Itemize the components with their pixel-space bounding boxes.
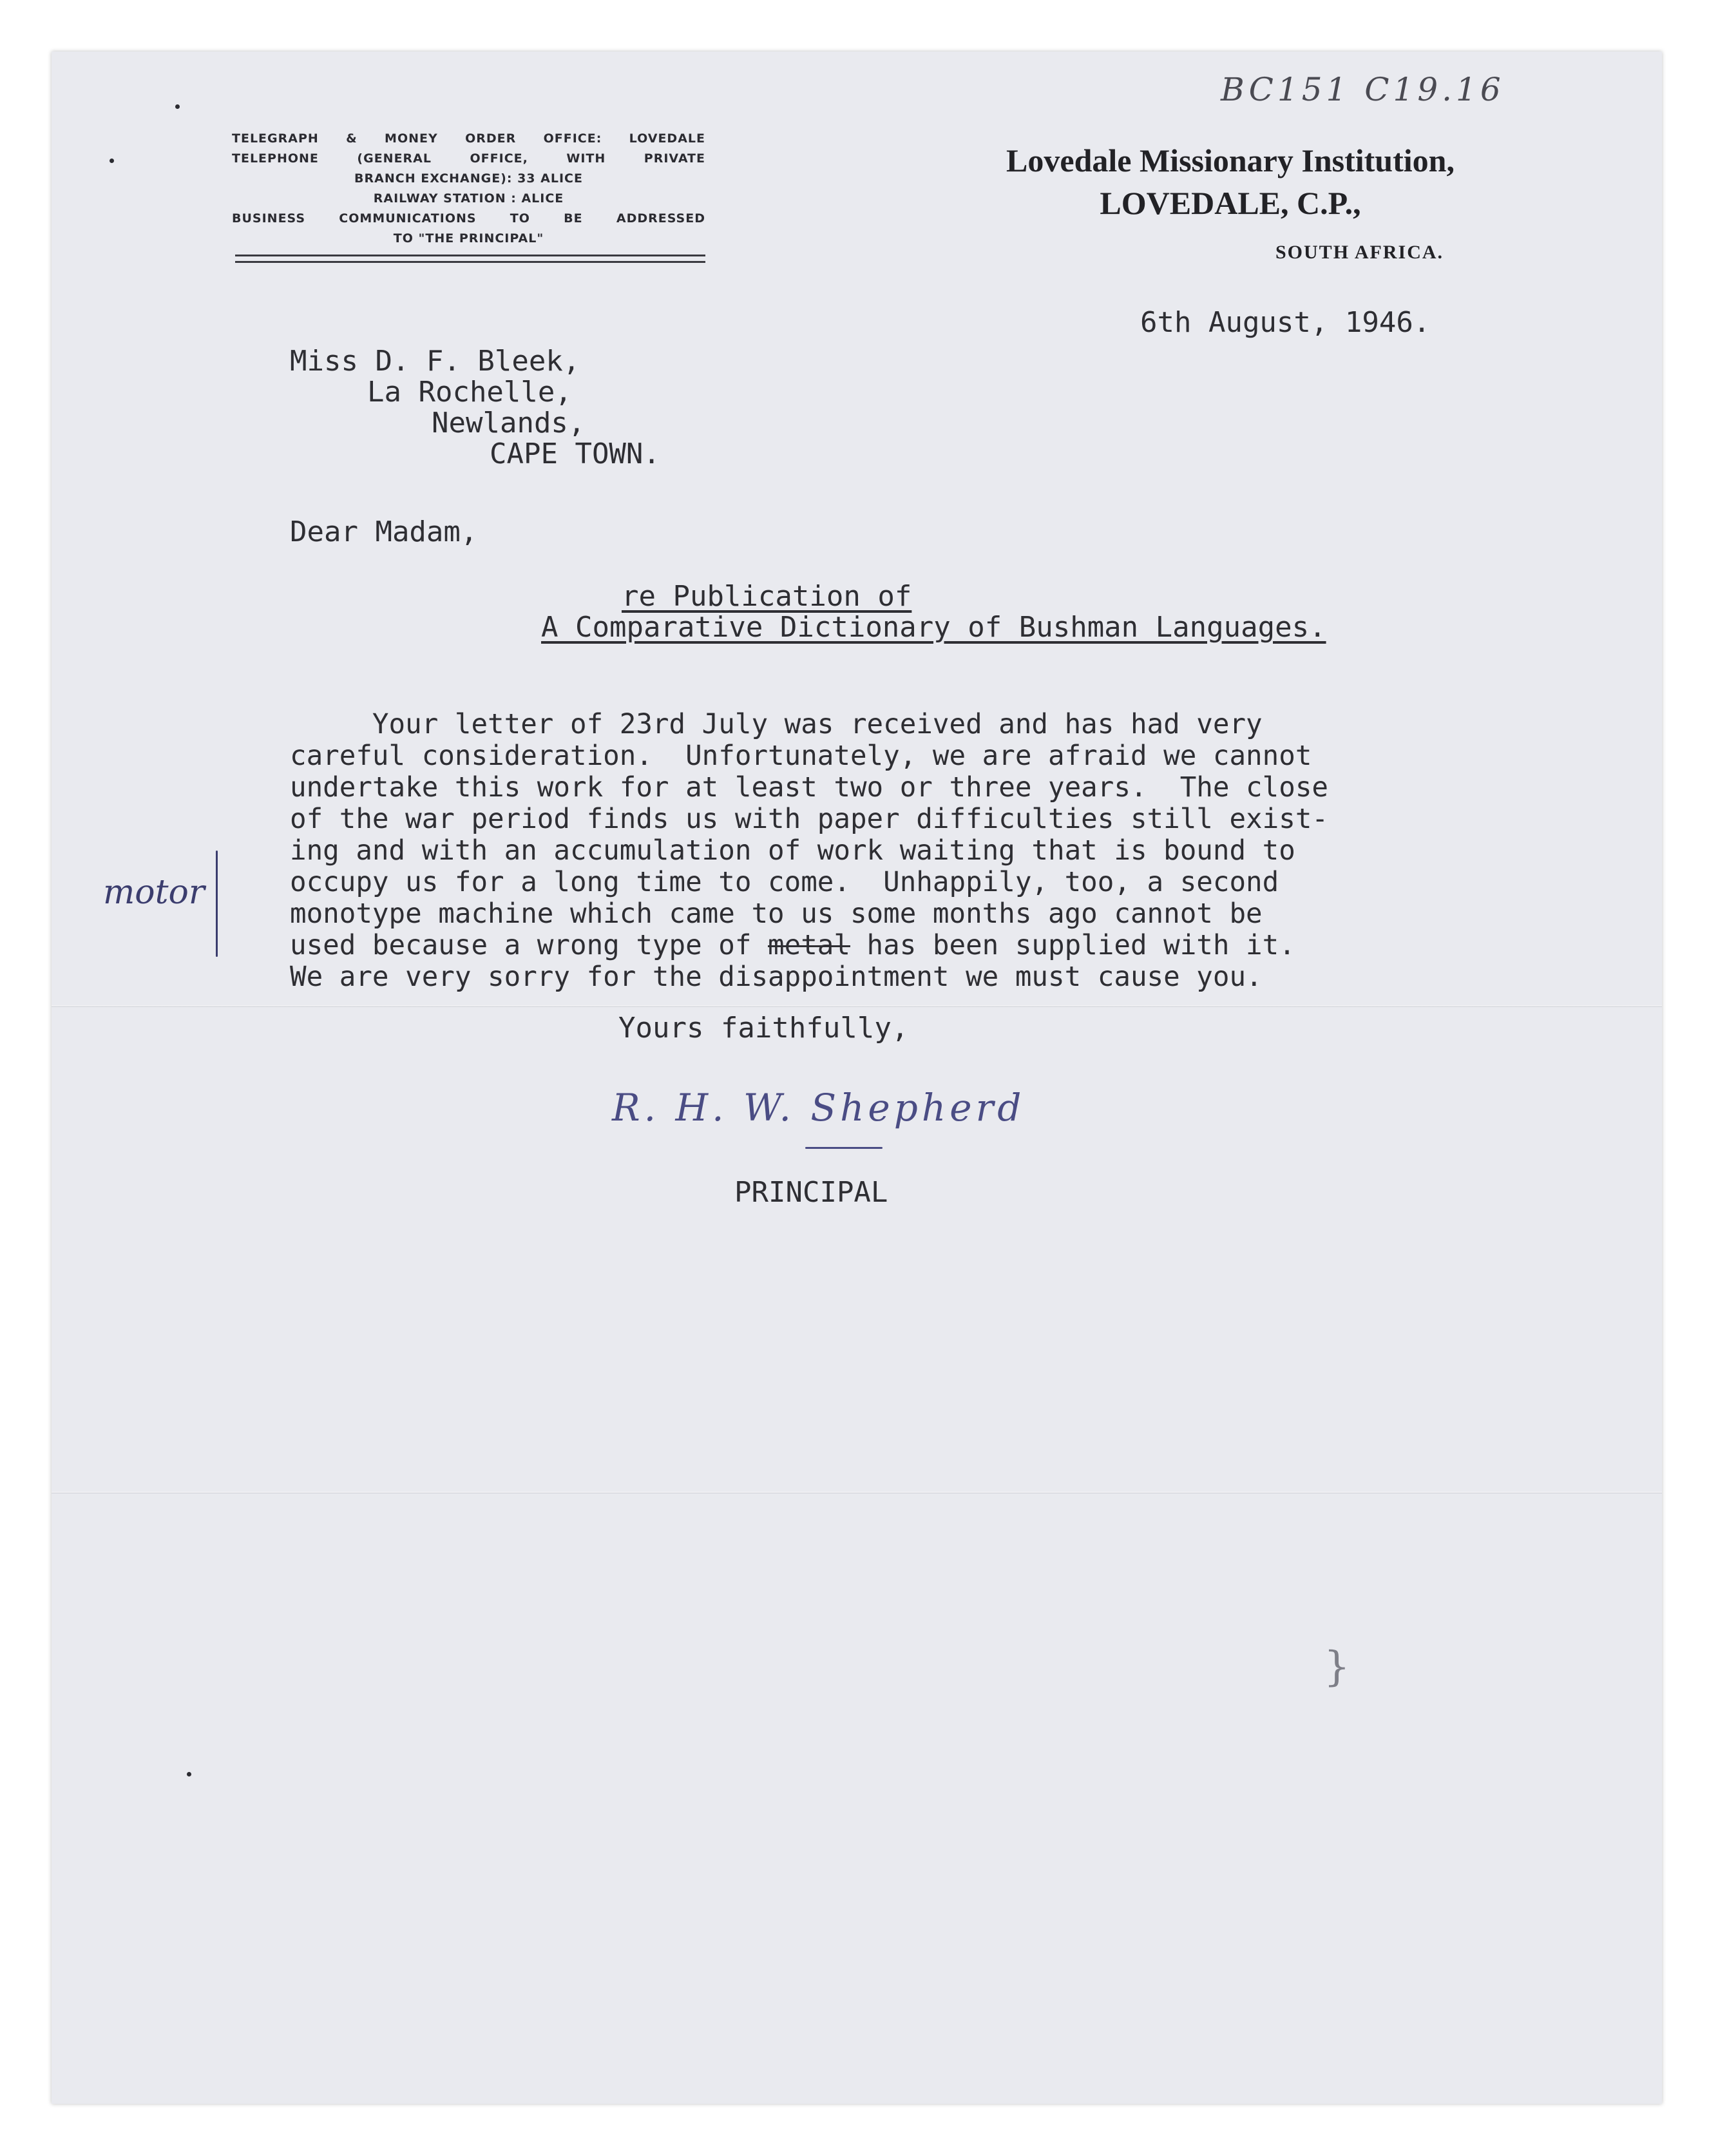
recipient-address-line: La Rochelle,	[367, 376, 572, 409]
ink-speck	[175, 104, 180, 109]
margin-bracket-mark	[216, 851, 218, 957]
body-line: We are very sorry for the disappointment we must cause you.	[290, 961, 1263, 993]
letterhead-telephone-line: TELEPHONE (GENERAL OFFICE, WITH PRIVATE	[232, 151, 705, 166]
letterhead-railway-line: RAILWAY STATION : ALICE	[373, 191, 564, 206]
signature-text: R. H. W. Shepherd	[612, 1086, 1026, 1130]
letterhead-rule	[235, 261, 705, 263]
body-line	[290, 930, 1328, 961]
signature-underline	[805, 1147, 883, 1149]
body-line: of the war period finds us with paper difficulties still exist-	[290, 804, 1328, 835]
paper-fold	[52, 1492, 1662, 1494]
letterhead-principal-line: TO "THE PRINCIPAL"	[393, 231, 544, 245]
subject-line: re Publication of	[622, 580, 912, 613]
archive-reference: BC151 C19.16	[1221, 71, 1505, 108]
closing: Yours faithfully,	[618, 1012, 909, 1044]
recipient-name: Miss D. F. Bleek,	[290, 345, 580, 378]
letter-page	[52, 52, 1662, 2104]
body-line: ing and with an accumulation of work waiting that is bound to	[290, 835, 1295, 867]
letterhead-business-line: BUSINESS COMMUNICATIONS TO BE ADDRESSED	[232, 211, 705, 226]
signatory-title: PRINCIPAL	[734, 1176, 888, 1209]
institution-name: Lovedale Missionary Institution,	[1006, 142, 1455, 178]
struck-word: metal	[768, 930, 850, 961]
subject-line: A Comparative Dictionary of Bushman Languages.	[541, 611, 1326, 644]
body-line: careful consideration. Unfortunately, we are afraid we cannot	[290, 740, 1312, 772]
body-line: monotype machine which came to us some months ago cannot be	[290, 898, 1263, 930]
institution-country: SOUTH AFRICA.	[1275, 242, 1444, 263]
ink-speck	[187, 1772, 191, 1776]
letter-date: 6th August, 1946.	[1140, 306, 1431, 339]
letterhead-telegraph-line: TELEGRAPH & MONEY ORDER OFFICE: LOVEDALE	[232, 131, 705, 146]
recipient-address-line: Newlands,	[432, 407, 586, 439]
letter-body	[290, 709, 1328, 993]
body-line: undertake this work for at least two or three years. The close	[290, 772, 1328, 804]
body-text: has been supplied with it.	[850, 930, 1295, 961]
ink-speck	[110, 159, 114, 163]
pencil-mark: }	[1324, 1643, 1350, 1691]
institution-town: LOVEDALE, C.P.,	[1100, 185, 1361, 221]
letterhead-exchange-line: BRANCH EXCHANGE): 33 ALICE	[354, 171, 583, 186]
letterhead-rule	[235, 255, 705, 256]
paper-fold	[52, 1005, 1662, 1007]
letterhead-contact-block	[232, 129, 705, 249]
recipient-address-line: CAPE TOWN.	[490, 438, 660, 470]
letterhead-institution-block	[940, 142, 1520, 263]
body-line: occupy us for a long time to come. Unhappily, too, a second	[290, 867, 1279, 898]
handwritten-signature	[612, 1086, 1025, 1130]
handwritten-margin-note: motor	[103, 873, 205, 912]
salutation: Dear Madam,	[290, 515, 478, 548]
body-line: Your letter of 23rd July was received and has had very	[290, 709, 1263, 740]
body-text: used because a wrong type of	[290, 930, 768, 961]
